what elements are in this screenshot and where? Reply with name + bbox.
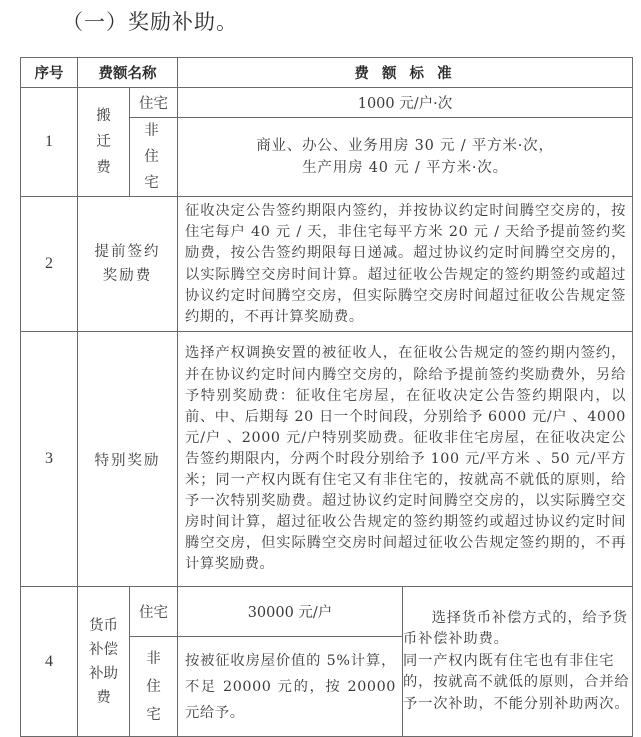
standard-cell xyxy=(178,637,403,737)
row-name xyxy=(78,197,178,332)
standard-text: 征收决定公告签约期限内签约，并按协议约定时间腾空交房的，按住宅每户 40 元 / 天，非住宅每平方米 20 元 / 天给予提前签约奖励费，按公告签约期限每日递减。超过协议约定时间腾空交房的，以实际腾空交房时间计算。超过征收公告规定的签约期签约或超过协议约定时间腾空交房，但实际腾空交房时间超过征收公告规定签约期的，不再计算奖励费。 xyxy=(185,202,626,326)
row-name-line: 货币 xyxy=(89,617,118,634)
standard-text: 30000 元/户 xyxy=(247,605,333,621)
row-no: 3 xyxy=(21,332,78,587)
standard-cell xyxy=(178,587,403,637)
note-cell xyxy=(403,587,633,737)
standard-line: 生产用房 40 元 / 平方米·次。 xyxy=(302,160,508,176)
header-no: 序号 xyxy=(21,58,78,88)
row-name-line: 补助 xyxy=(89,665,118,682)
table-row xyxy=(21,88,633,118)
row-name: 特别奖励 xyxy=(78,332,178,587)
note-text: 选择货币补偿方式的，给予货币补偿补助费。 xyxy=(403,609,628,648)
sub-label-line: 非 xyxy=(146,650,161,667)
row-name-line: 提前签约 xyxy=(94,244,161,260)
table-row xyxy=(21,587,633,637)
sub-label-line: 宅 xyxy=(146,706,161,723)
sub-label: 住宅 xyxy=(130,88,178,118)
table-row xyxy=(21,197,633,332)
standard-cell xyxy=(178,332,633,587)
row-name-vertical: 搬迁费 xyxy=(96,108,111,176)
section-heading: （一）奖励补助。 xyxy=(62,10,238,34)
standard-cell xyxy=(178,88,633,118)
sub-label: 住宅 xyxy=(130,587,178,637)
standard-cell xyxy=(178,118,633,197)
standard-cell xyxy=(178,197,633,332)
note-text: 同一产权内既有住宅也有非住宅的，按就高不就低的原则，合并给予一次补助，不能分别补助两次。 xyxy=(403,652,630,712)
row-name xyxy=(78,587,130,737)
sub-label-text: 非住宅 xyxy=(144,123,163,191)
header-standard: 费 额 标 准 xyxy=(178,58,633,88)
standard-text: 1000 元/户·次 xyxy=(357,96,453,112)
row-no: 4 xyxy=(21,587,78,737)
sub-label-line: 住 xyxy=(146,678,161,695)
row-name xyxy=(78,88,130,197)
row-no: 1 xyxy=(21,88,78,197)
standard-text: 选择产权调换安置的被征收人，在征收公告规定的签约期内签约，并在协议约定时间内腾空交房的，除给予提前签约奖励费外，另给予特别奖励费：征收住宅房屋，在征收决定公告签约期限内，以前、中、后期每 20 日一个时间段，分别给予 6000 元/户 、4000 元/户 、2000 元/户特别奖励费。征收非住宅房屋，在征收决定公告签约期限内，分两个时段分别给予 100 元/平方米 、50 元/平方米；同一产权内既有住宅又有非住宅的，按就高不就低的原则，给予一次特别奖励费。超过协议约定时间腾空交房的，以实际腾空交房时间计算，超过征收公告规定的签约期签约或超过协议约定时间腾空交房，但实际腾空交房时间超过征收公告规定签约期的，不再计算奖励费。 xyxy=(185,345,626,573)
sub-label xyxy=(130,637,178,737)
fee-standards-table xyxy=(20,57,633,737)
row-no: 2 xyxy=(21,197,78,332)
standard-line: 商业、办公、业务用房 30 元 / 平方米·次， xyxy=(256,138,554,154)
table-row xyxy=(21,332,633,587)
row-name-line: 补偿 xyxy=(89,641,118,658)
table-header-row xyxy=(21,58,633,88)
sub-label xyxy=(130,118,178,197)
header-name: 费额名称 xyxy=(78,58,178,88)
standard-text: 按被征收房屋价值的 5%计算，不足 20000 元的，按 20000 元给予。 xyxy=(185,653,396,721)
row-name-line: 奖励费 xyxy=(102,268,153,284)
row-name-line: 费 xyxy=(96,689,111,706)
